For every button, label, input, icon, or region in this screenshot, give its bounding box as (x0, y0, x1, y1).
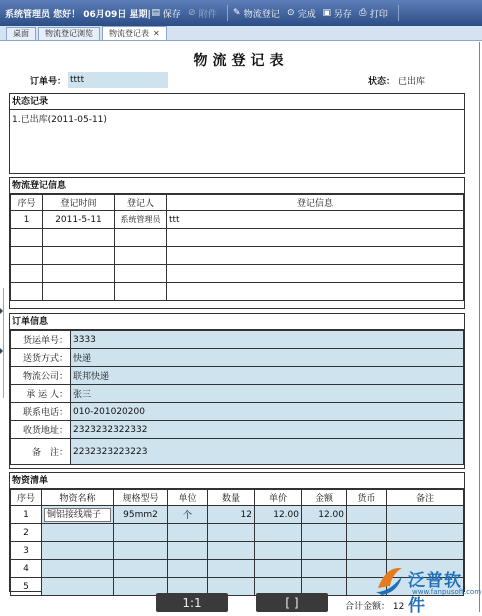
order-number-field[interactable]: tttt (68, 72, 168, 88)
section-title: 状态记录 (10, 94, 464, 110)
order-info-section: 订单信息 货运单号： 3333 送货方式： 快递 物流公司： 联邦快递 承 运 人： 张三 联系电话： 010-201020200 收货地址： 2323232322332 备 注： 2232323223223 (9, 313, 465, 469)
attachment-button[interactable]: ⊘ 附件 (187, 8, 217, 20)
complete-button[interactable]: ⊙ 完成 (287, 8, 316, 20)
logistics-table: 序号 登记时间 登记人 登记信息 1 2011-5-11 系统管理员 ttt (10, 194, 464, 301)
total-value: 12 (392, 602, 405, 612)
close-icon[interactable]: ✕ (153, 28, 160, 38)
phone-field[interactable]: 010-201020200 (71, 403, 464, 421)
section-title: 物资清单 (10, 473, 464, 489)
remark-field[interactable]: 2232323223223 (71, 439, 464, 465)
delivery-method-field[interactable]: 快递 (71, 349, 464, 367)
attachment-icon: ⊘ (187, 8, 196, 18)
waybill-field[interactable]: 3333 (71, 331, 464, 349)
save-icon: ▤ (151, 8, 160, 18)
table-row[interactable]: 3 (11, 542, 464, 560)
fit-button[interactable]: [ ] (256, 593, 328, 612)
table-row[interactable]: 2 (11, 524, 464, 542)
order-number-label: 订单号： (30, 77, 67, 87)
table-row[interactable]: 1 铜铝接线端子 95mm2 个 12 12.00 12.00 (11, 506, 464, 524)
top-toolbar (0, 0, 482, 26)
table-row[interactable]: 4 (11, 560, 464, 578)
print-button[interactable]: ⎙ 打印 (359, 8, 388, 20)
total-label: 合计金额： (345, 602, 391, 612)
status-label: 状态： (368, 77, 396, 87)
tab-logistics-form[interactable]: 物流登记表 ✕ (102, 26, 167, 40)
save-as-button[interactable]: ▣ 另存 (322, 8, 352, 20)
tab-desktop[interactable]: 桌面 (6, 27, 36, 40)
material-name-input[interactable]: 铜铝接线端子 (44, 508, 111, 522)
tab-logistics-browse[interactable]: 物流登记浏览 (38, 27, 100, 40)
table-row[interactable] (11, 229, 464, 247)
goods-table: 序号 物资名称 规格型号 单位 数量 单价 金额 货币 备注 1 铜铝接线端子 95mm2 个 12 12.00 12.00 2 3 4 5 (10, 489, 464, 596)
logistics-register-button[interactable]: ✎ 物流登记 (233, 8, 280, 20)
print-icon: ⎙ (359, 8, 367, 18)
table-row[interactable] (11, 247, 464, 265)
status-value: 已出库 (398, 77, 426, 87)
table-row[interactable] (11, 283, 464, 301)
status-record-section (9, 93, 465, 174)
side-collapse-handle[interactable] (0, 288, 4, 398)
carrier-field[interactable]: 张三 (71, 385, 464, 403)
save-as-icon: ▣ (322, 8, 332, 18)
logo-icon (372, 562, 408, 598)
greeting-text: 系统管理员 您好！ 06月09日 星期| (5, 9, 151, 20)
logistics-company-field[interactable]: 联邦快递 (71, 367, 464, 385)
save-button[interactable]: ▤ 保存 (151, 8, 181, 20)
company-logo: 泛普软件 www.fanpusoft.com (372, 562, 476, 600)
address-field[interactable]: 2323232322332 (71, 421, 464, 439)
complete-icon: ⊙ (287, 8, 295, 18)
form-area (0, 42, 482, 616)
logistics-register-section (9, 177, 465, 309)
table-row[interactable]: 1 2011-5-11 系统管理员 ttt (11, 211, 464, 229)
table-row[interactable]: 5 (11, 578, 464, 596)
tab-bar (0, 26, 482, 41)
page-title: 物流登记表 (193, 53, 289, 69)
status-record-text: 1.已出库(2011-05-11) (12, 115, 107, 125)
section-title: 订单信息 (10, 314, 464, 330)
section-title: 物流登记信息 (10, 178, 464, 194)
zoom-button[interactable]: 1:1 (156, 593, 228, 612)
table-row[interactable] (11, 265, 464, 283)
register-icon: ✎ (233, 8, 241, 18)
